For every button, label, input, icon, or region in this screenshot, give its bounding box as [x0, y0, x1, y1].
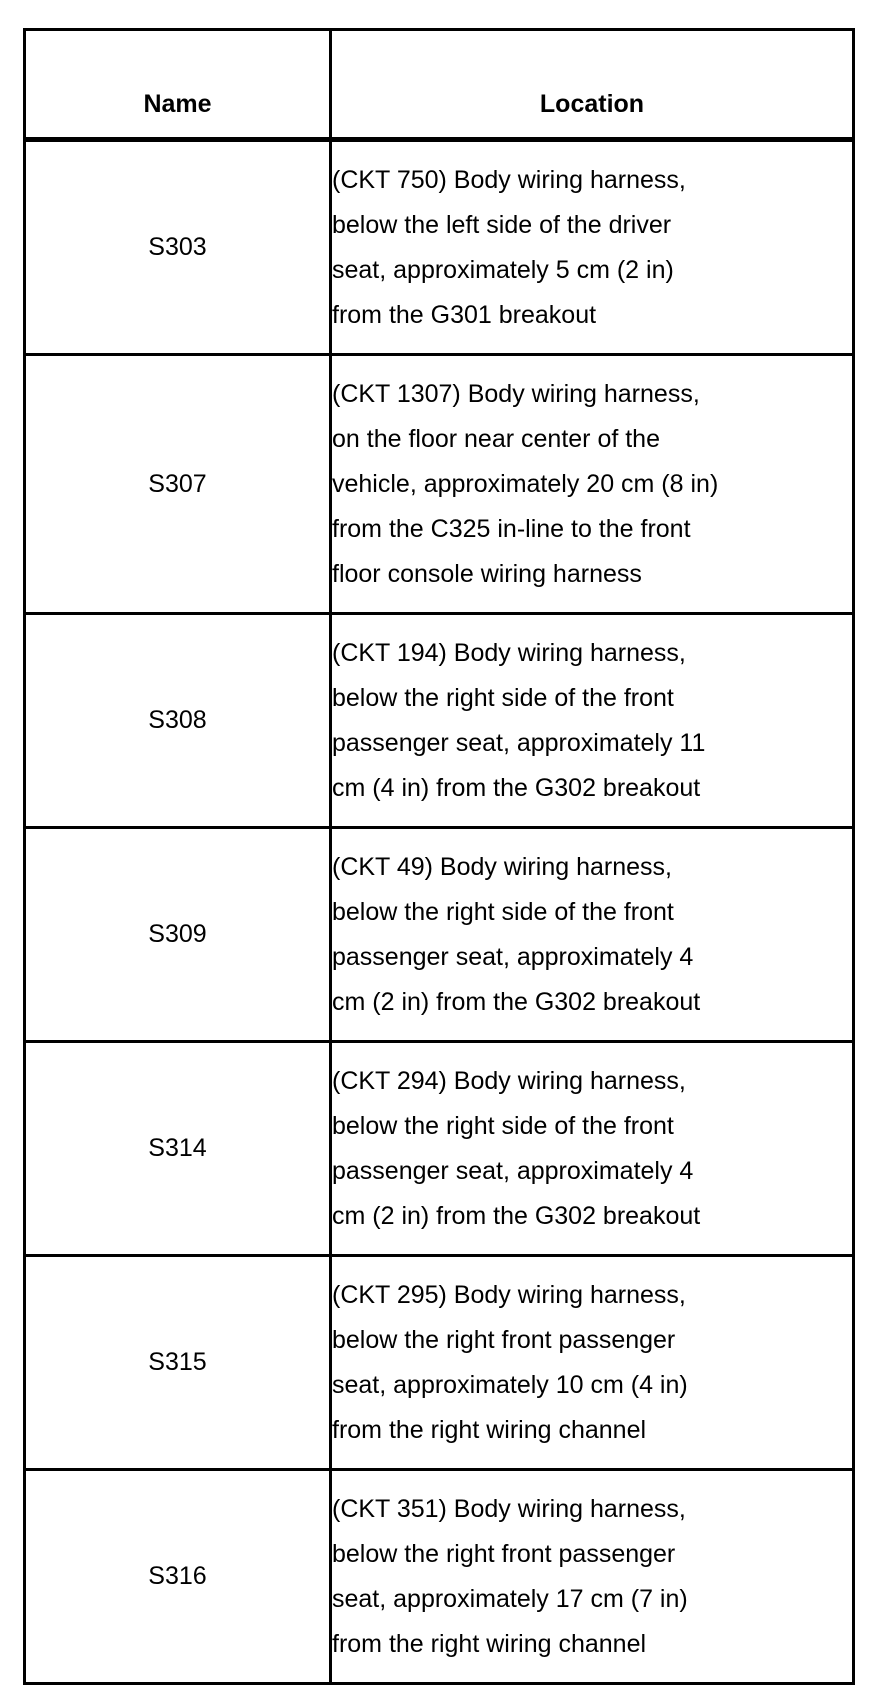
- splice-location-cell: [331, 1470, 854, 1684]
- location-line: (CKT 294) Body wiring harness,: [332, 1066, 686, 1095]
- location-column-header: Location: [331, 30, 854, 140]
- location-line: below the left side of the driver: [332, 210, 672, 239]
- splice-location-table: [23, 28, 855, 1685]
- location-line: below the right front passenger: [332, 1325, 676, 1354]
- location-line: seat, approximately 5 cm (2 in): [332, 255, 674, 284]
- splice-name-cell: S308: [25, 614, 331, 828]
- location-line: from the G301 breakout: [332, 300, 597, 329]
- table-row: [25, 828, 854, 1042]
- header-row: [25, 30, 854, 140]
- location-line: from the C325 in-line to the front: [332, 514, 691, 543]
- location-line: below the right front passenger: [332, 1539, 676, 1568]
- location-line: (CKT 194) Body wiring harness,: [332, 638, 686, 667]
- splice-name-cell: S315: [25, 1256, 331, 1470]
- location-line: (CKT 1307) Body wiring harness,: [332, 379, 700, 408]
- splice-name-cell: S303: [25, 140, 331, 355]
- location-line: from the right wiring channel: [332, 1629, 647, 1658]
- location-line: cm (2 in) from the G302 breakout: [332, 987, 701, 1016]
- location-line: below the right side of the front: [332, 683, 674, 712]
- table-row: [25, 1470, 854, 1684]
- location-line: cm (2 in) from the G302 breakout: [332, 1201, 701, 1230]
- splice-location-cell: [331, 1042, 854, 1256]
- location-line: passenger seat, approximately 11: [332, 728, 706, 757]
- location-line: from the right wiring channel: [332, 1415, 647, 1444]
- location-line: passenger seat, approximately 4: [332, 942, 694, 971]
- splice-name-cell: S316: [25, 1470, 331, 1684]
- location-line: (CKT 750) Body wiring harness,: [332, 165, 686, 194]
- location-line: seat, approximately 17 cm (7 in): [332, 1584, 688, 1613]
- location-line: (CKT 295) Body wiring harness,: [332, 1280, 686, 1309]
- table-row: [25, 614, 854, 828]
- splice-name-cell: S307: [25, 355, 331, 614]
- table-row: [25, 1256, 854, 1470]
- location-line: seat, approximately 10 cm (4 in): [332, 1370, 688, 1399]
- location-line: floor console wiring harness: [332, 559, 642, 588]
- location-line: (CKT 351) Body wiring harness,: [332, 1494, 686, 1523]
- name-column-header: Name: [25, 30, 331, 140]
- splice-location-cell: [331, 140, 854, 355]
- splice-location-cell: [331, 614, 854, 828]
- table-row: [25, 1042, 854, 1256]
- splice-location-cell: [331, 828, 854, 1042]
- splice-name-cell: S309: [25, 828, 331, 1042]
- splice-location-cell: [331, 1256, 854, 1470]
- location-line: cm (4 in) from the G302 breakout: [332, 773, 701, 802]
- location-line: (CKT 49) Body wiring harness,: [332, 852, 672, 881]
- location-line: vehicle, approximately 20 cm (8 in): [332, 469, 719, 498]
- table-row: [25, 355, 854, 614]
- location-line: passenger seat, approximately 4: [332, 1156, 694, 1185]
- table-row: [25, 140, 854, 355]
- splice-name-cell: S314: [25, 1042, 331, 1256]
- location-line: on the floor near center of the: [332, 424, 660, 453]
- splice-location-cell: [331, 355, 854, 614]
- location-line: below the right side of the front: [332, 897, 674, 926]
- location-line: below the right side of the front: [332, 1111, 674, 1140]
